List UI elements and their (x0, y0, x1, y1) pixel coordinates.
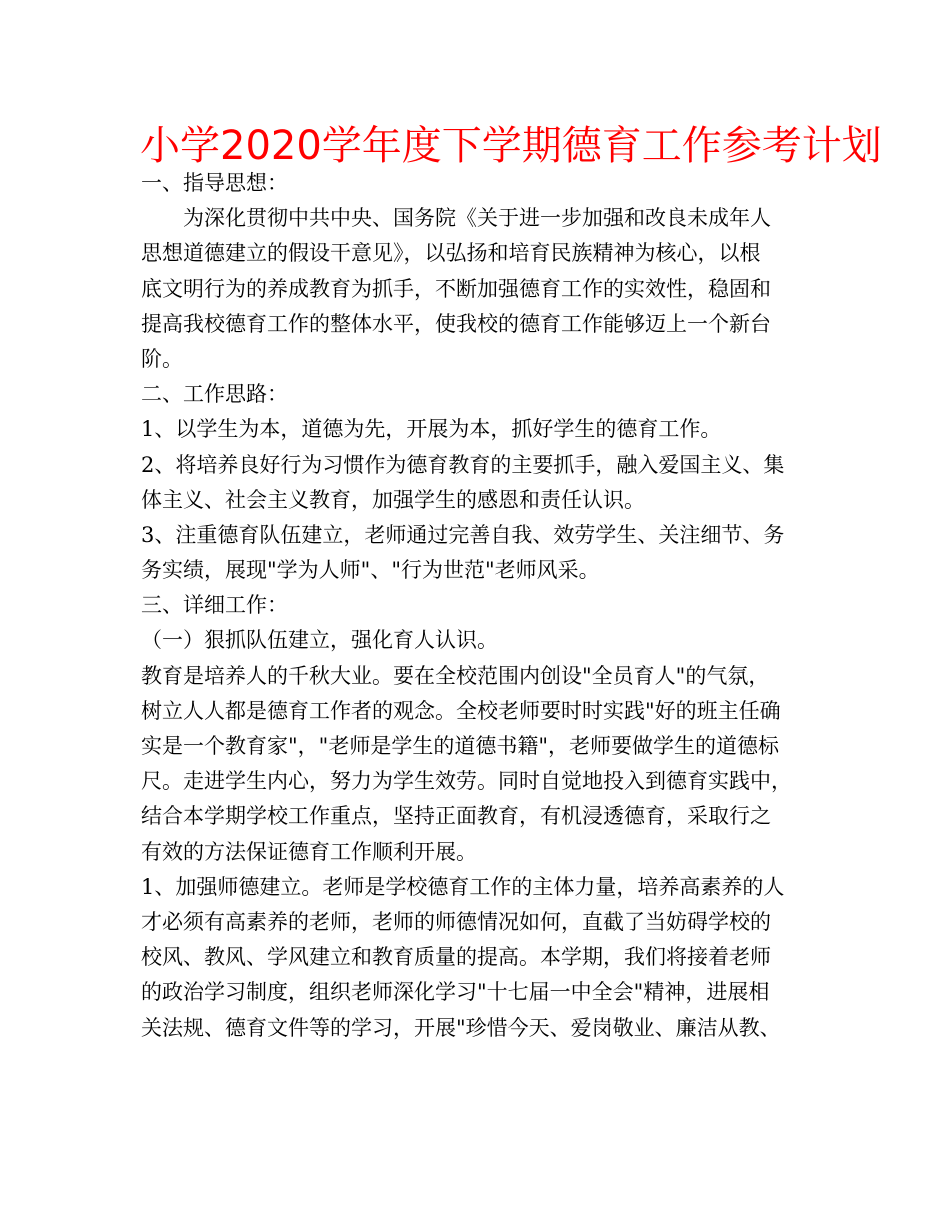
paragraph-line: 关法规、德育文件等的学习，开展"珍惜今天、爱岗敬业、廉洁从教、 (141, 1015, 781, 1040)
paragraph-line: 提高我校德育工作的整体水平，使我校的德育工作能够迈上一个新台 (141, 311, 771, 336)
paragraph-line: 实是一个教育家"，"老师是学生的道德书籍"，老师要做学生的道德标 (141, 734, 779, 758)
paragraph-line: 3、注重德育队伍建立，老师通过完善自我、效劳学生、关注细节、务 (141, 522, 785, 547)
paragraph-line: 有效的方法保证德育工作顺利开展。 (141, 839, 477, 864)
paragraph-line: 校风、教风、学风建立和教育质量的提高。本学期，我们将接着老师 (141, 945, 771, 970)
paragraph-line: 体主义、社会主义教育，加强学生的感恩和责任认识。 (141, 487, 645, 512)
paragraph-line: 底文明行为的养成教育为抓手，不断加强德育工作的实效性，稳固和 (141, 276, 771, 301)
section-heading: 一、指导思想： (141, 171, 288, 195)
document-body (141, 166, 831, 1046)
paragraph-line: 2、将培养良好行为习惯作为德育教育的主要抓手，融入爱国主义、集 (141, 452, 785, 477)
paragraph-line: 结合本学期学校工作重点，坚持正面教育，有机浸透德育，采取行之 (141, 804, 771, 829)
paragraph-line: 教育是培养人的千秋大业。要在全校范围内创设"全员育人"的气氛， (141, 663, 770, 688)
paragraph-line: 为深化贯彻中共中央、国务院《关于进一步加强和改良未成年人 (183, 206, 771, 231)
subsection-heading: （一）狠抓队伍建立，强化育人认识。 (141, 628, 498, 653)
document-title: 小学2020学年度下学期德育工作参考计划 (140, 123, 882, 169)
paragraph-line: 阶。 (141, 346, 183, 371)
paragraph-line: 思想道德建立的假设干意见》，以弘扬和培育民族精神为核心，以根 (141, 241, 761, 266)
paragraph-line: 1、加强师德建立。老师是学校德育工作的主体力量，培养高素养的人 (141, 874, 785, 899)
section-heading: 三、详细工作： (141, 593, 288, 618)
paragraph-line: 务实绩，展现"学为人师"、"行为世范"老师风采。 (141, 558, 600, 583)
paragraph-line: 1、以学生为本，道德为先，开展为本，抓好学生的德育工作。 (141, 417, 722, 442)
paragraph-line: 的政治学习制度，组织老师深化学习"十七届一中全会"精神，进展相 (141, 980, 770, 1005)
paragraph-line: 才必须有高素养的老师，老师的师德情况如何，直截了当妨碍学校的 (141, 909, 771, 934)
paragraph-line: 尺。走进学生内心，努力为学生效劳。同时自觉地投入到德育实践中， (141, 769, 792, 794)
paragraph-line: 树立人人都是德育工作者的观念。全校老师要时时实践"好的班主任确 (141, 698, 781, 723)
section-heading: 二、工作思路： (141, 382, 288, 407)
